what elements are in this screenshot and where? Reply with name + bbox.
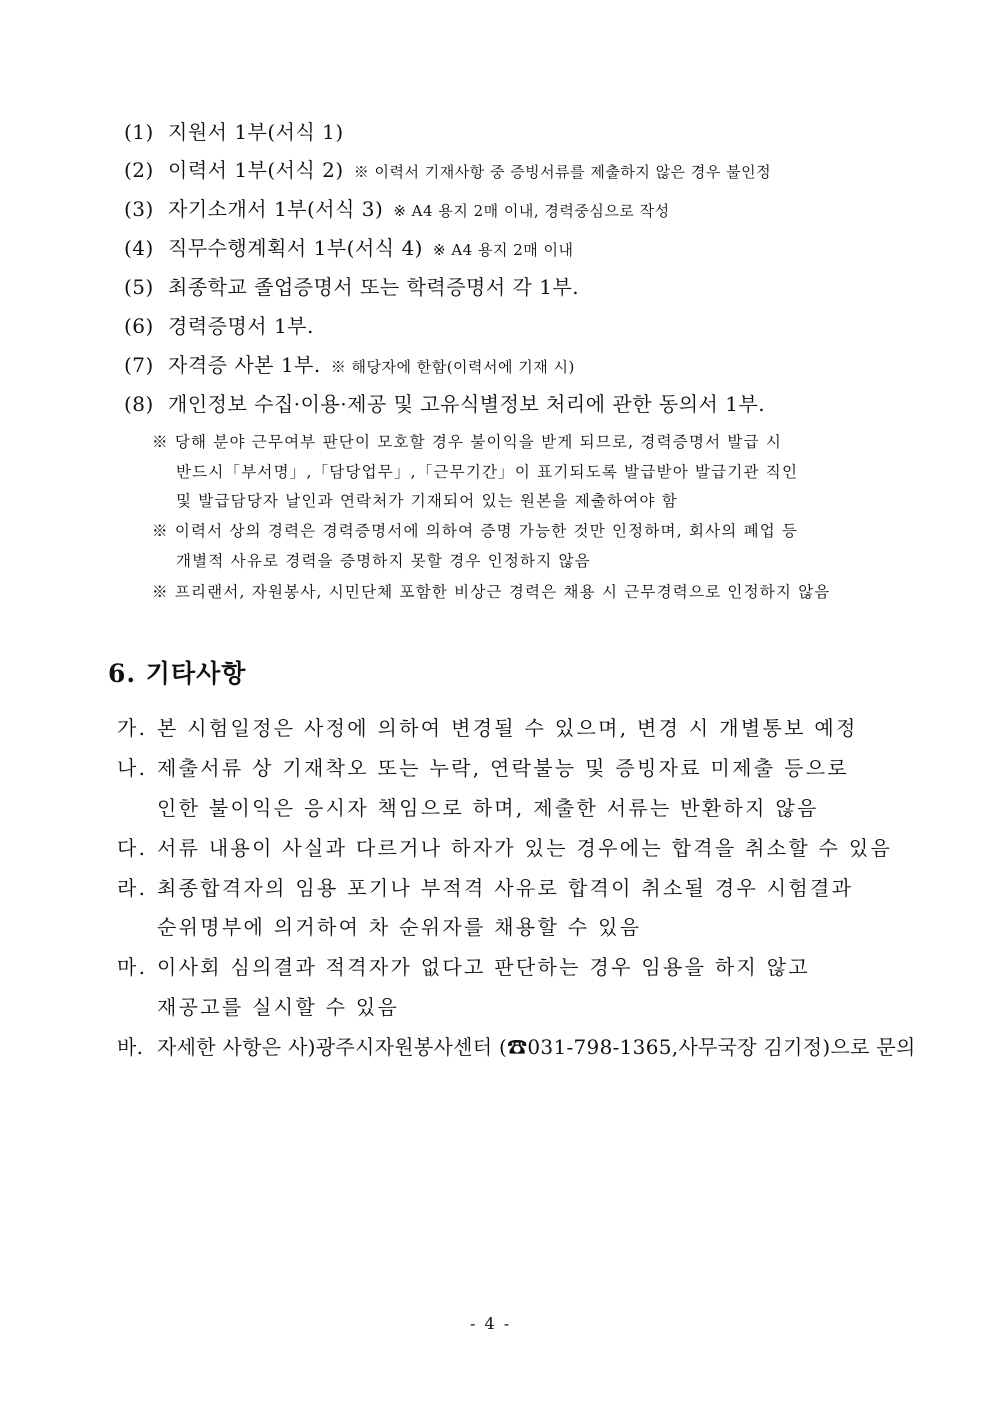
doc-item-number: (4) <box>124 236 154 260</box>
doc-item-number: (5) <box>124 275 154 299</box>
other-item-mark: 나. <box>117 756 148 780</box>
other-item <box>117 752 849 781</box>
other-item-text: 최종합격자의 임용 포기나 부적격 사유로 합격이 취소될 경우 시험결과 <box>157 876 854 900</box>
other-item-mark: 마. <box>117 955 148 979</box>
doc-item-note: ※ 해당자에 한함(이력서에 기재 시) <box>330 358 575 376</box>
other-item-continuation: 재공고를 실시할 수 있음 <box>157 995 400 1019</box>
doc-item-text: 최종학교 졸업증명서 또는 학력증명서 각 1부. <box>168 275 580 299</box>
other-item-text: 본 시험일정은 사정에 의하여 변경될 수 있으며, 변경 시 개별통보 예정 <box>157 716 858 740</box>
doc-item-number: (1) <box>124 120 154 144</box>
other-item-mark: 바. <box>117 1035 144 1059</box>
doc-item-number: (8) <box>124 392 154 416</box>
other-item-mark: 다. <box>117 836 148 860</box>
doc-item-text: 자기소개서 1부(서식 3) <box>168 197 384 221</box>
other-item <box>117 872 853 901</box>
doc-item-number: (2) <box>124 158 154 182</box>
other-item <box>117 1031 916 1060</box>
page-number: - 4 - <box>470 1314 512 1333</box>
section-title: 6. 기타사항 <box>108 659 247 688</box>
doc-item-note: ※ A4 용지 2매 이내 <box>432 241 574 259</box>
doc-item <box>124 271 579 300</box>
other-item-text: 자세한 사항은 사)광주시자원봉사센터 (☎031-798-1365,사무국장 김기정)으로 문의 <box>157 1035 916 1059</box>
doc-item-number: (6) <box>124 314 154 338</box>
doc-item-text: 자격증 사본 1부. <box>168 353 321 377</box>
doc-item-number: (3) <box>124 197 154 221</box>
doc-item <box>124 232 574 261</box>
remark-line: ※ 이력서 상의 경력은 경력증명서에 의하여 증명 가능한 것만 인정하며, 회사의 폐업 등 <box>152 522 799 540</box>
doc-item <box>124 310 314 339</box>
doc-item-text: 개인정보 수집·이용·제공 및 고유식별정보 처리에 관한 동의서 1부. <box>168 392 766 416</box>
doc-item-note: ※ A4 용지 2매 이내, 경력중심으로 작성 <box>393 202 670 220</box>
other-item-mark: 가. <box>117 716 148 740</box>
remark-line: 및 발급담당자 날인과 연락처가 기재되어 있는 원본을 제출하여야 함 <box>176 492 678 510</box>
doc-item-text: 직무수행계획서 1부(서식 4) <box>168 236 423 260</box>
doc-item-number: (7) <box>124 353 154 377</box>
doc-item <box>124 154 771 183</box>
doc-item <box>124 116 344 145</box>
doc-item-text: 지원서 1부(서식 1) <box>168 120 344 144</box>
doc-item <box>124 193 670 222</box>
remark-line: ※ 당해 분야 근무여부 판단이 모호할 경우 불이익을 받게 되므로, 경력증명서 발급 시 <box>152 433 783 451</box>
doc-item-text: 이력서 1부(서식 2) <box>168 158 344 182</box>
doc-item-note: ※ 이력서 기재사항 중 증빙서류를 제출하지 않은 경우 불인정 <box>353 163 772 181</box>
other-item-mark: 라. <box>117 876 148 900</box>
other-item-text: 이사회 심의결과 적격자가 없다고 판단하는 경우 임용을 하지 않고 <box>157 955 810 979</box>
remark-line: ※ 프리랜서, 자원봉사, 시민단체 포함한 비상근 경력은 채용 시 근무경력으로 인정하지 않음 <box>152 583 831 601</box>
remark-line: 개별적 사유로 경력을 증명하지 못할 경우 인정하지 않음 <box>176 552 591 570</box>
remark-line: 반드시「부서명」,「담당업무」,「근무기간」이 표기되도록 발급받아 발급기관 직인 <box>176 463 799 481</box>
other-item-continuation: 인한 불이익은 응시자 책임으로 하며, 제출한 서류는 반환하지 않음 <box>157 796 819 820</box>
other-item <box>117 712 858 741</box>
other-item <box>117 951 810 980</box>
other-item-text: 제출서류 상 기재착오 또는 누락, 연락불능 및 증빙자료 미제출 등으로 <box>157 756 849 780</box>
other-item <box>117 832 892 861</box>
doc-item-text: 경력증명서 1부. <box>168 314 314 338</box>
other-item-text: 서류 내용이 사실과 다르거나 하자가 있는 경우에는 합격을 취소할 수 있음 <box>157 836 893 860</box>
other-item-continuation: 순위명부에 의거하여 차 순위자를 채용할 수 있음 <box>157 915 642 939</box>
doc-item <box>124 388 765 417</box>
doc-item <box>124 349 575 378</box>
